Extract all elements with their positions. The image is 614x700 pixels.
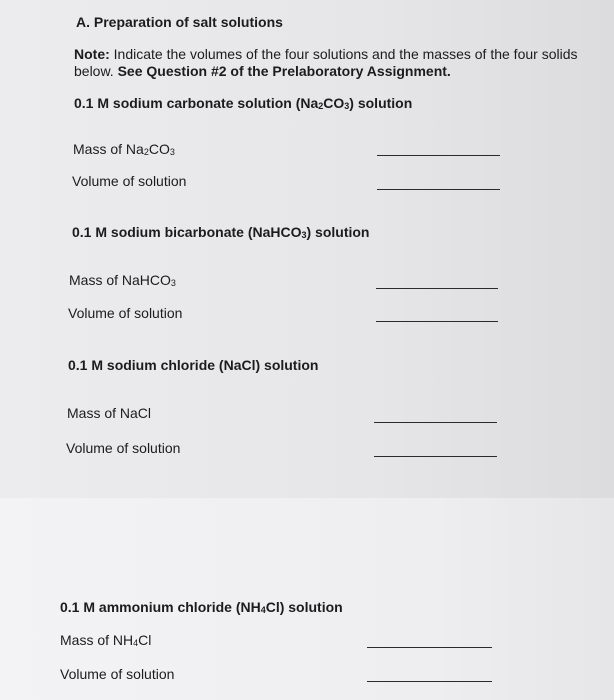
volume-answer-line-ammonium-chloride[interactable]: [367, 681, 492, 682]
section-title-sodium-chloride: 0.1 M sodium chloride (NaCl) solution: [68, 357, 319, 373]
volume-label-ammonium-chloride: Volume of solution: [60, 666, 175, 682]
volume-label-sodium-carbonate: Volume of solution: [72, 173, 187, 189]
mass-answer-line-ammonium-chloride[interactable]: [367, 647, 492, 648]
note-line-2: [74, 63, 451, 79]
section-heading: A. Preparation of salt solutions: [76, 14, 283, 30]
volume-label-sodium-bicarbonate: Volume of solution: [68, 305, 183, 321]
mass-label-sodium-carbonate: Mass of $Na_2CO_3$: [73, 141, 175, 157]
mass-answer-line-sodium-bicarbonate[interactable]: [376, 288, 498, 289]
mass-answer-line-sodium-carbonate[interactable]: [377, 155, 500, 156]
mass-answer-line-sodium-chloride[interactable]: [374, 422, 497, 423]
note-label: Note:: [74, 46, 110, 62]
note-below: below.: [74, 63, 114, 79]
volume-label-sodium-chloride: Volume of solution: [66, 440, 181, 456]
note-line-1: [74, 46, 578, 62]
mass-label-sodium-chloride: Mass of NaCl: [67, 405, 152, 421]
volume-answer-line-sodium-bicarbonate[interactable]: [376, 321, 498, 322]
section-title-ammonium-chloride: 0.1 M ammonium chloride $(NH_4Cl)$ solution: [60, 599, 343, 615]
volume-answer-line-sodium-carbonate[interactable]: [377, 189, 500, 190]
note-reference: See Question #2 of the Prelaboratory Assignment.: [117, 63, 451, 79]
mass-label-sodium-bicarbonate: Mass of NaHCO$_3$: [69, 272, 176, 288]
mass-label-ammonium-chloride: Mass of $NH_4Cl$: [60, 632, 152, 648]
section-title-sodium-bicarbonate: 0.1 M sodium bicarbonate (NaHCO$_3$) solution: [72, 224, 370, 240]
note-text: Indicate the volumes of the four solutions and the masses of the four solids: [113, 46, 578, 62]
section-title-sodium-carbonate: 0.1 M sodium carbonate solution $(Na_2CO_3)$ solution: [74, 95, 413, 111]
volume-answer-line-sodium-chloride[interactable]: [374, 456, 497, 457]
